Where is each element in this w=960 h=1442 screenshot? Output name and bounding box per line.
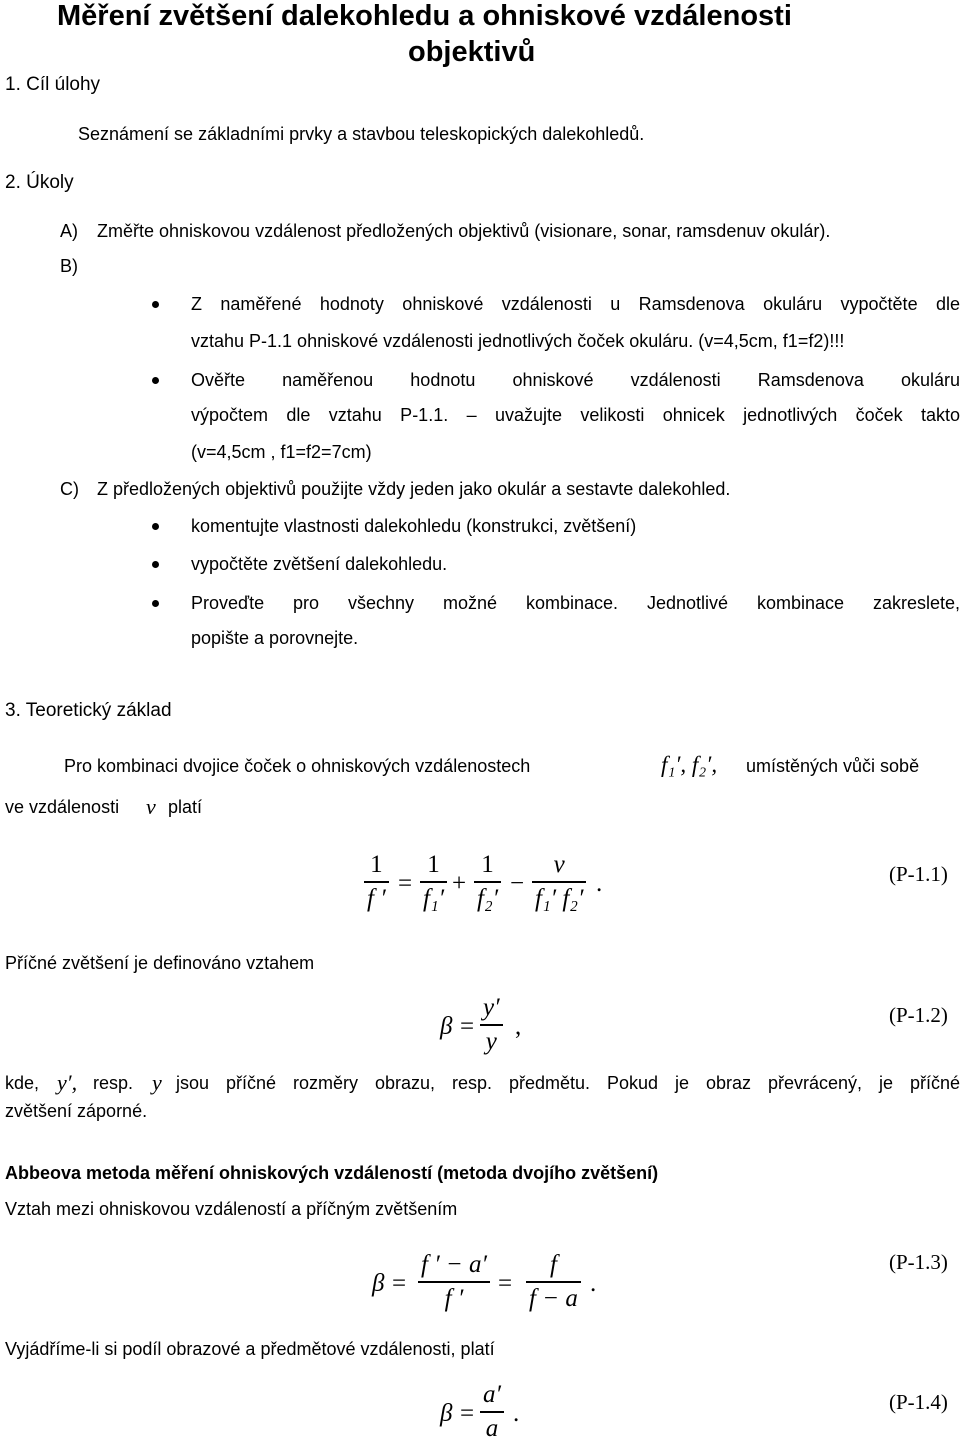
bullet-icon <box>152 301 159 308</box>
eq1-minus: − <box>510 870 525 897</box>
theory-p3-y-prime: y′, <box>57 1070 78 1095</box>
theory-p4: Vztah mezi ohniskovou vzdáleností a příčným zvětšením <box>5 1199 458 1219</box>
eq1-number: (P-1.1) <box>889 862 948 886</box>
theory-p5: Vyjádříme-li si podíl obrazové a předmětové vzdálenosti, platí <box>5 1339 495 1359</box>
theory-p1-line2-end: platí <box>168 797 203 817</box>
eq2-num: y′ <box>483 994 500 1021</box>
eq1-frac-3 <box>532 852 586 912</box>
task-c-label: C) <box>60 479 79 499</box>
eq1-frac1-num: 1 <box>427 851 440 878</box>
task-c-text: Z předložených objektivů použijte vždy jeden jako okulár a sestavte dalekohled. <box>97 479 731 499</box>
eq3-number: (P-1.3) <box>889 1250 948 1274</box>
eq3-frac2-num: f <box>549 1251 557 1278</box>
eq1-frac-lhs <box>364 852 389 912</box>
theory-p1-math: f₁′, f₂′, <box>661 752 718 777</box>
eq3-frac2-den: f − a <box>529 1284 578 1312</box>
section2-heading: 2. Úkoly <box>5 172 74 193</box>
task-b-bullet1-line2: vztahu P-1.1 ohniskové vzdálenosti jednotlivých čoček okuláru. (v=4,5cm, f1=f2)!!! <box>191 331 845 351</box>
theory-p1-end: umístěných vůči sobě <box>746 756 920 776</box>
task-a-text: Změřte ohniskovou vzdálenost předložených objektivů (visionare, sonar, ramsdenuv okulár). <box>97 221 831 241</box>
eq4-equals: = <box>460 1400 475 1427</box>
eq3-frac-2 <box>526 1252 581 1312</box>
theory-p3-y: y <box>152 1070 162 1095</box>
eq4-num: a′ <box>483 1381 501 1408</box>
theory-p1-var-v: v <box>146 794 156 819</box>
eq3-period: . <box>590 1270 597 1297</box>
task-c-bullet3-line1: Proveďte pro všechny možné kombinace. Jednotlivé kombinace zakreslete, <box>191 593 960 613</box>
section1-heading: 1. Cíl úlohy <box>5 74 101 95</box>
eq1-frac-2 <box>474 852 501 912</box>
eq1-equals: = <box>398 870 413 897</box>
theory-p3-resp: resp. <box>93 1073 134 1093</box>
eq2-equals: = <box>460 1013 475 1040</box>
bullet-icon <box>152 377 159 384</box>
task-b-bullet1-line1: Z naměřené hodnoty ohniskové vzdálenosti u Ramsdenova okuláru vypočtěte dle <box>191 294 960 314</box>
eq2-frac <box>480 995 503 1055</box>
eq4-frac <box>480 1382 504 1442</box>
task-c-bullet2: vypočtěte zvětšení dalekohledu. <box>191 554 448 574</box>
eq1-frac2-num: 1 <box>481 851 494 878</box>
eq4-period: . <box>513 1400 520 1427</box>
task-b-bullet2-line1: Ověřte naměřenou hodnotu ohniskové vzdálenosti Ramsdenova okuláru <box>191 370 960 390</box>
eq1-frac2-den: f₂′ <box>477 884 499 912</box>
theory-p2: Příčné zvětšení je definováno vztahem <box>5 953 315 973</box>
bullet-icon <box>152 561 159 568</box>
task-b-label: B) <box>60 256 78 276</box>
eq4-beta: β <box>440 1400 453 1427</box>
eq1-lhs-den: f ′ <box>367 884 386 912</box>
eq4-den: a <box>485 1414 499 1442</box>
eq1-lhs-num: 1 <box>370 851 383 878</box>
page-title-line2: objektivů <box>408 36 536 68</box>
theory-p3-rest: jsou příčné rozměry obrazu, resp. předmětu. Pokud je obraz převrácený, je příčné <box>176 1073 960 1093</box>
eq3-frac1-den: f ′ <box>444 1284 464 1312</box>
section3-heading: 3. Teoretický základ <box>5 700 172 721</box>
eq3-frac-1 <box>418 1252 490 1312</box>
task-c-bullet3-line2: popište a porovnejte. <box>191 628 359 648</box>
task-b-bullet2-line3: (v=4,5cm , f1=f2=7cm) <box>191 442 372 462</box>
theory-p3-line2: zvětšení záporné. <box>5 1101 148 1121</box>
abbe-heading: Abbeova metoda měření ohniskových vzdáleností (metoda dvojího zvětšení) <box>5 1163 659 1183</box>
eq4-number: (P-1.4) <box>889 1390 948 1414</box>
section1-text: Seznámení se základními prvky a stavbou teleskopických dalekohledů. <box>78 124 645 144</box>
theory-p3-kde: kde, <box>5 1073 40 1093</box>
theory-p1-start: Pro kombinaci dvojice čoček o ohniskových vzdálenostech <box>64 756 531 776</box>
eq1-plus: + <box>452 870 467 897</box>
bullet-icon <box>152 600 159 607</box>
task-b-bullet2-line2: výpočtem dle vztahu P-1.1. – uvažujte velikosti ohnicek jednotlivých čoček takto <box>191 405 960 425</box>
theory-p1-line2-start: ve vzdálenosti <box>5 797 120 817</box>
page-title-line1: Měření zvětšení dalekohledu a ohniskové vzdálenosti <box>57 0 792 32</box>
eq3-beta: β <box>372 1270 385 1297</box>
eq2-number: (P-1.2) <box>889 1003 948 1027</box>
eq1-frac3-num: v <box>553 851 565 878</box>
eq1-frac-1 <box>420 852 447 912</box>
eq3-equals: = <box>392 1270 407 1297</box>
eq1-period: . <box>596 870 603 897</box>
eq3-equals2: = <box>498 1270 513 1297</box>
task-a-label: A) <box>60 221 78 241</box>
bullet-icon <box>152 523 159 530</box>
eq1-frac1-den: f₁′ <box>423 884 445 912</box>
task-c-bullet1: komentujte vlastnosti dalekohledu (konstrukci, zvětšení) <box>191 516 637 536</box>
eq3-frac1-num: f ′ − a′ <box>421 1251 488 1278</box>
eq1-frac3-den: f₁′ f₂′ <box>535 884 584 912</box>
eq2-comma: , <box>515 1013 522 1040</box>
eq2-beta: β <box>440 1013 453 1040</box>
eq2-den: y <box>485 1027 497 1055</box>
